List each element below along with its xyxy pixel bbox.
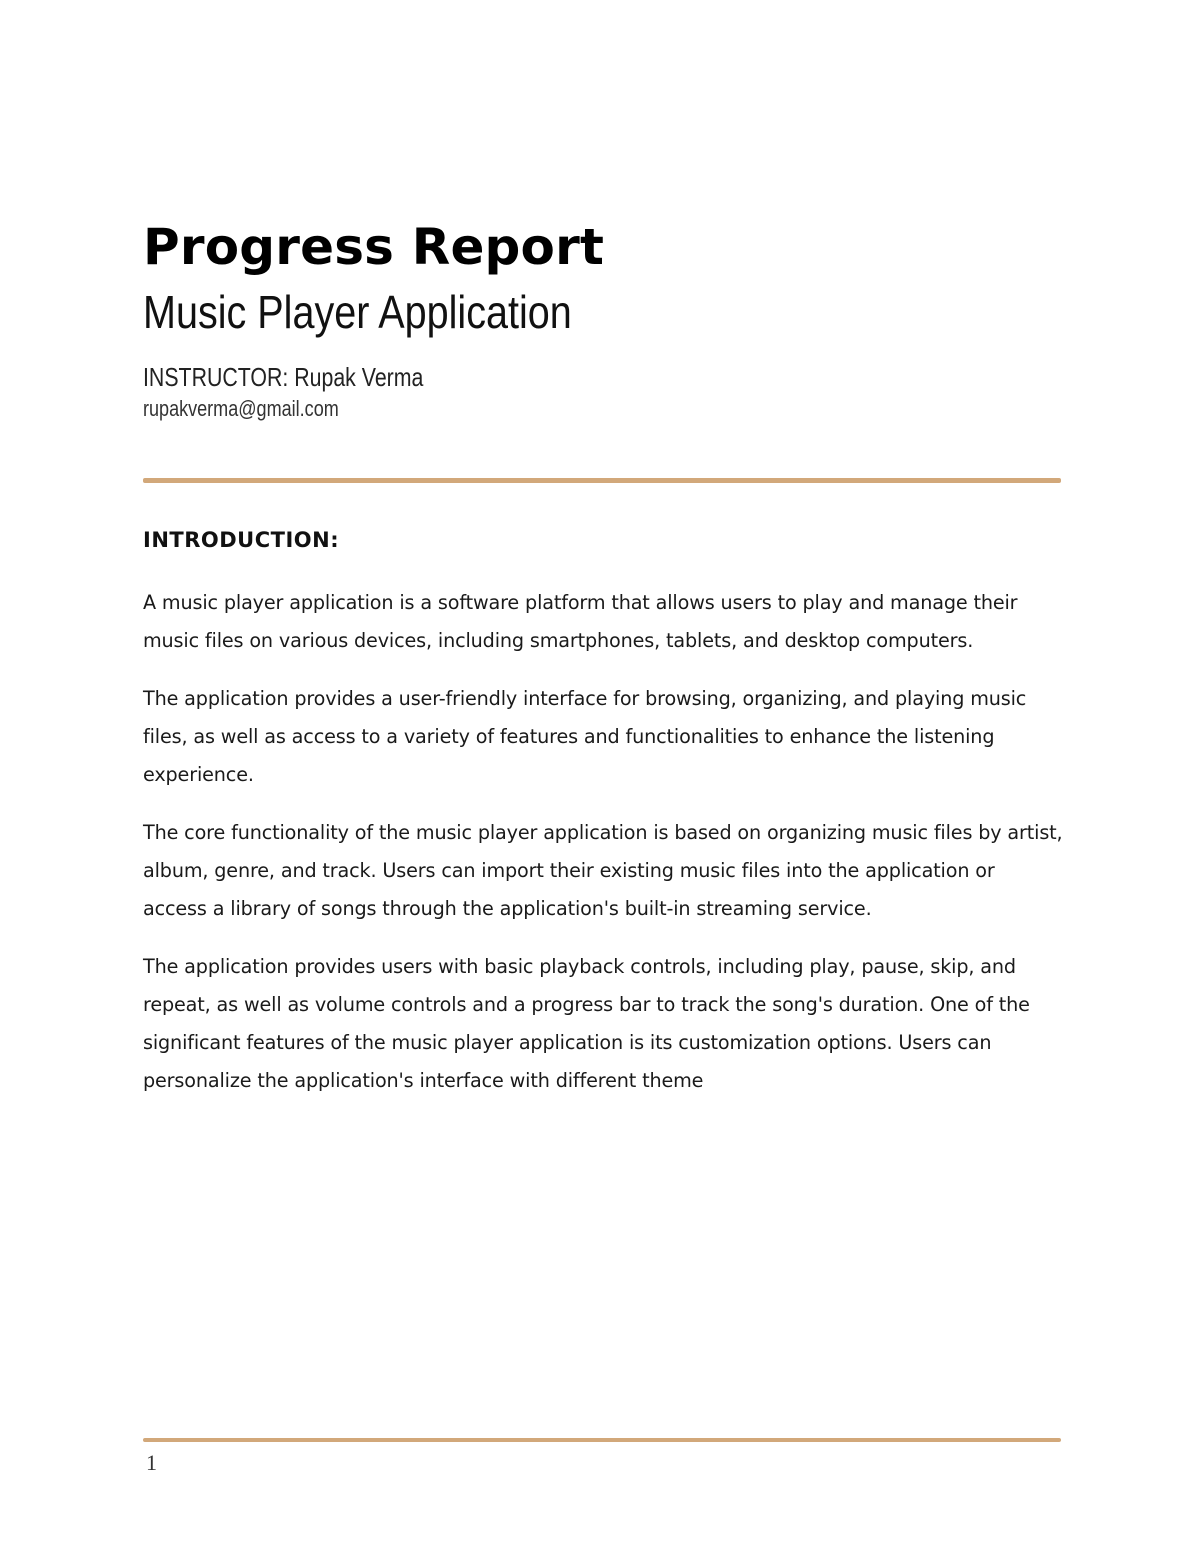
paragraph: The core functionality of the music player application is based on organizing music files by artist, album, genre, and track. Users can import their existing music files into the application or access a library of songs through the application's built-in streaming service. [143,821,1063,920]
paragraph: A music player application is a software platform that allows users to play and manage their music files on various devices, including smartphones, tablets, and desktop computers. [143,591,1018,652]
instructor-email: rupakverma@gmail.com [143,396,339,421]
page-title: Progress Report [143,218,605,276]
header-divider [143,478,1061,483]
section-heading: INTRODUCTION: [143,528,340,552]
introduction-section [143,524,1063,1120]
paragraph: The application provides users with basic playback controls, including play, pause, skip, and repeat, as well as volume controls and a progress bar to track the song's duration. One of the significant features of the music player application is its customization options. Users can personalize the application's interface with different theme [143,955,1030,1092]
page-subtitle: Music Player Application [143,286,572,338]
instructor-name: INSTRUCTOR: Rupak Verma [143,362,424,392]
paragraph: The application provides a user-friendly interface for browsing, organizing, and playing music files, as well as access to a variety of features and functionalities to enhance the listening experience. [143,687,1027,786]
page-number: 1 [146,1450,157,1475]
footer-divider [143,1438,1061,1442]
header-block [143,212,1061,424]
